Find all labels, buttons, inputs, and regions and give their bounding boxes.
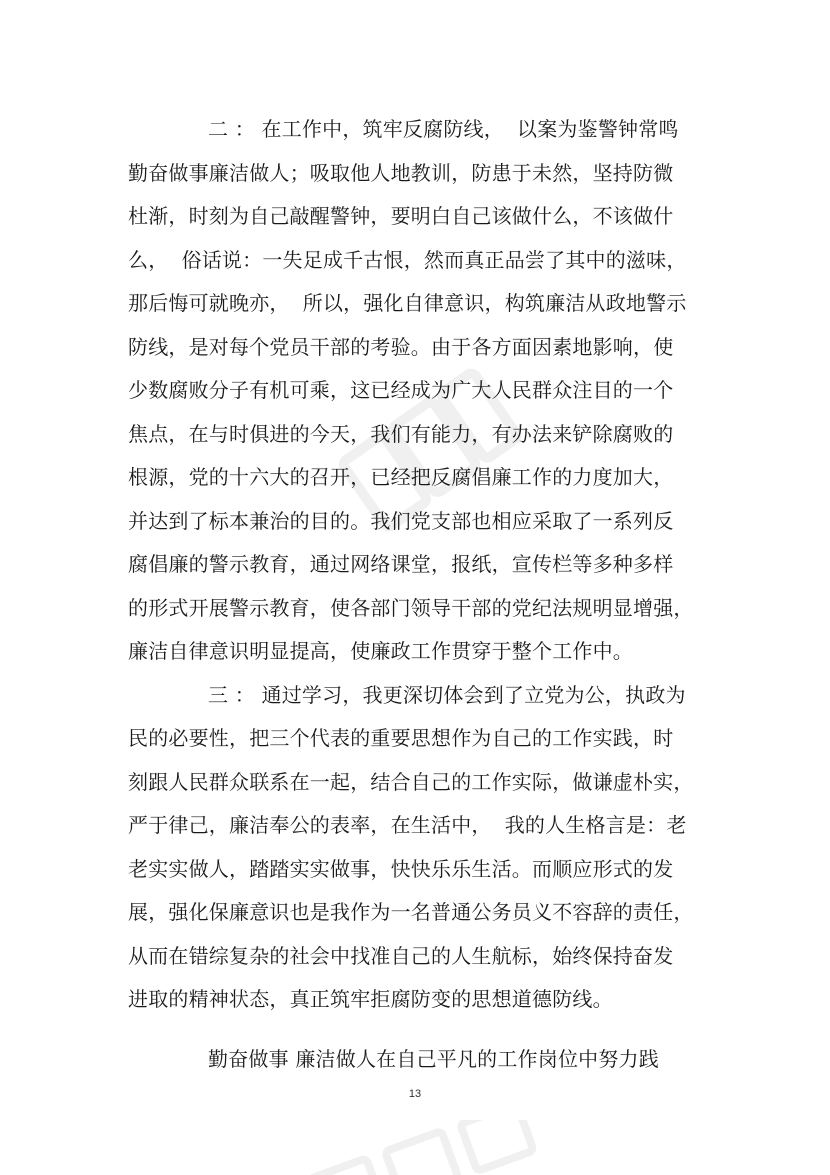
page-number: 13 <box>408 1088 422 1100</box>
paragraph-line: 展，强化保廉意识也是我作为一名普通公务员义不容辞的责任， <box>128 900 694 924</box>
paragraph-line: 杜渐，时刻为自己敲醒警钟，要明白自己该做什么，不该做什 <box>128 204 674 228</box>
paragraph-line: 根源，党的十六大的召开，已经把反腐倡廉工作的力度加大， <box>128 465 674 489</box>
paragraph-spacer <box>128 1022 708 1038</box>
paragraph-line: 进取的精神状态，真正筑牢拒腐防变的思想道德防线。 <box>128 987 613 1011</box>
paragraph-line: 勤奋做事 廉洁做人在自己平凡的工作岗位中努力践 <box>208 1046 659 1071</box>
watermark-logo-bottom <box>270 1120 570 1175</box>
paragraph-line: 三 ： 通过学习，我更深切体会到了立党为公，执政为 <box>208 682 686 707</box>
paragraph-line: 焦点，在与时俱进的今天，我们有能力，有办法来铲除腐败的 <box>128 421 674 446</box>
paragraph-line: 那后悔可就晚亦， 所以，强化自律意识，构筑廉洁从政地警示 <box>128 291 687 315</box>
paragraph-line: 严于律己，廉洁奉公的表率，在生活中， 我的人生格言是：老 <box>128 813 687 837</box>
paragraph-line: 刻跟人民群众联系在一起，结合自己的工作实际，做谦虚朴实， <box>128 769 694 794</box>
paragraph-line: 廉洁自律意识明显提高，使廉政工作贯穿于整个工作中。 <box>128 639 633 663</box>
paragraph-line: 防线，是对每个党员干部的考验。由于各方面因素地影响，使 <box>128 334 674 359</box>
paragraph-line: 的形式开展警示教育，使各部门领导干部的党纪法规明显增强， <box>128 595 694 620</box>
paragraph-line: 二 ： 在工作中，筑牢反腐防线， 以案为鉴警钟常鸣 <box>208 117 679 141</box>
body-text <box>128 108 708 1081</box>
paragraph-line: 腐倡廉的警示教育，通过网络课堂，报纸，宣传栏等多种多样 <box>128 552 674 576</box>
paragraph-line: 民的必要性，把三个代表的重要思想作为自己的工作实践，时 <box>128 726 674 750</box>
paragraph-line: 并达到了标本兼治的目的。我们党支部也相应采取了一系列反 <box>128 508 674 533</box>
paragraph-line: 从而在错综复杂的社会中找准自己的人生航标，始终保持奋发 <box>128 943 674 968</box>
paragraph-line: 么， 俗话说：一失足成千古恨，然而真正品尝了其中的滋味， <box>128 247 687 272</box>
paragraph-line: 少数腐败分子有机可乘，这已经成为广大人民群众注目的一个 <box>128 378 674 402</box>
paragraph-line: 老实实做人，踏踏实实做事，快快乐乐生活。而顺应形式的发 <box>128 856 674 881</box>
paragraph-line: 勤奋做事廉洁做人；吸取他人地教训，防患于未然，坚持防微 <box>128 160 674 185</box>
